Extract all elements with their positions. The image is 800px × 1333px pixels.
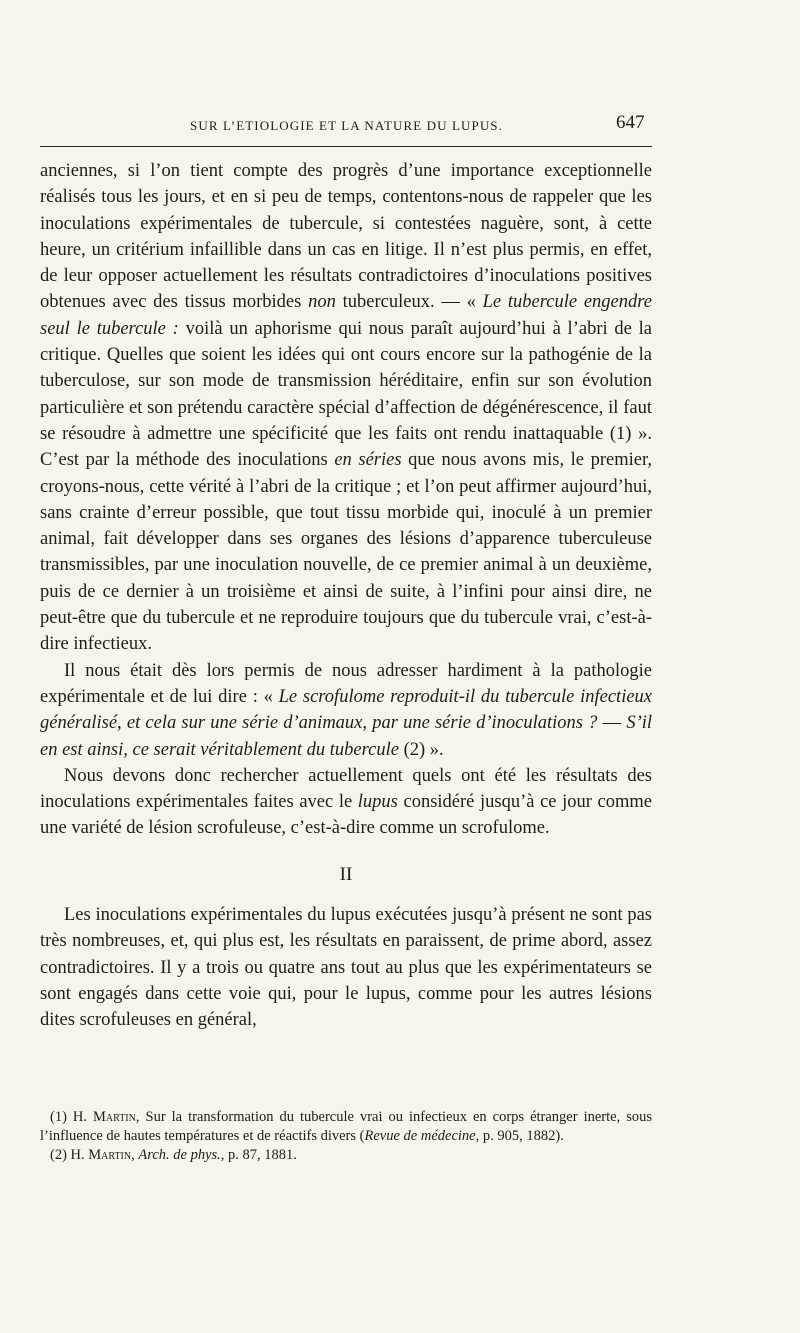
header-rule xyxy=(40,146,652,147)
section-heading: II xyxy=(339,863,353,885)
page-header xyxy=(40,110,652,140)
paragraph-1: anciennes, si l’on tient compte des progrès d’une importance exceptionnelle réalisés tous les jours, et en si peu de temps, contentons-nous de rappeler que les inoculations expérimentales de tubercule, si contestées naguère, sont, à cette heure, un critérium infaillible dans un cas en litige. Il n’est plus permis, en effet, de leur opposer actuellement les résultats contradictoires d’inoculations positives obtenues avec des tissus morbides non tuberculeux. — « Le tubercule engendre seul le tubercule : voilà un aphorisme qui nous paraît aujourd’hui à l’abri de la critique. Quelles que soient les idées qui ont cours encore sur la pathogénie de la tuberculose, sur son mode de transmission héréditaire, enfin sur son évolution particulière et son prétendu caractère spécial d’affection de dégénérescence, il faut se résoudre à admettre une spécificité que les faits ont rendu inattaquable (1) ». C’est par la méthode des inoculations en séries que nous avons mis, le premier, croyons-nous, cette vérité à l’abri de la critique ; et l’on peut affirmer aujourd’hui, sans crainte d’erreur possible, que tout tissu morbide qui, inoculé à un premier animal, fait développer dans ses organes des lésions d’apparence tuberculeuse transmissibles, par une inoculation nouvelle, de ce premier animal à un deuxième, puis de ce dernier à un troisième et ainsi de suite, à l’infini pour ainsi dire, ne peut-être que du tubercule et ne reproduire toujours que du tubercule vrai, c’est-à-dire infectieux. xyxy=(40,161,653,655)
footnote-2: (2) H. Martin, Arch. de phys., p. 87, 1881. xyxy=(50,1147,297,1163)
paragraph-2: Il nous était dès lors permis de nous adresser hardiment à la pathologie expérimentale et de lui dire : « Le scrofulome reproduit-il du tubercule infectieux généralisé, et cela sur une série d’animaux, par une série d’inoculations ? — S’il en est ainsi, ce serait véritablement du tubercule (2) ». xyxy=(40,660,653,760)
running-title: SUR L’ETIOLOGIE ET LA NATURE DU LUPUS. xyxy=(190,118,503,133)
paragraph-3: Nous devons donc rechercher actuellement quels ont été les résultats des inoculations expérimentales faites avec le lupus considéré jusqu’à ce jour comme une variété de lésion scrofuleuse, c’est-à-dire comme un scrofulome. xyxy=(40,765,652,839)
footnotes xyxy=(40,1108,652,1165)
footnote-1: (1) H. Martin, Sur la transformation du tubercule vrai ou infectieux en corps étranger inerte, sous l’influence de hautes températures et de réactifs divers (Revue de médecine, p. 905, 1882). xyxy=(40,1109,652,1144)
paragraph-4: Les inoculations expérimentales du lupus exécutées jusqu’à présent ne sont pas très nombreuses, et, qui plus est, les résultats en paraissent, de prime abord, assez contradictoires. Il y a trois ou quatre ans tout au plus que les expérimentateurs se sont engagés dans cette voie qui, pour le lupus, comme pour les autres lésions dites scrofuleuses en général, xyxy=(40,905,652,1031)
body-text xyxy=(40,158,652,1034)
page-number: 647 xyxy=(616,112,645,133)
